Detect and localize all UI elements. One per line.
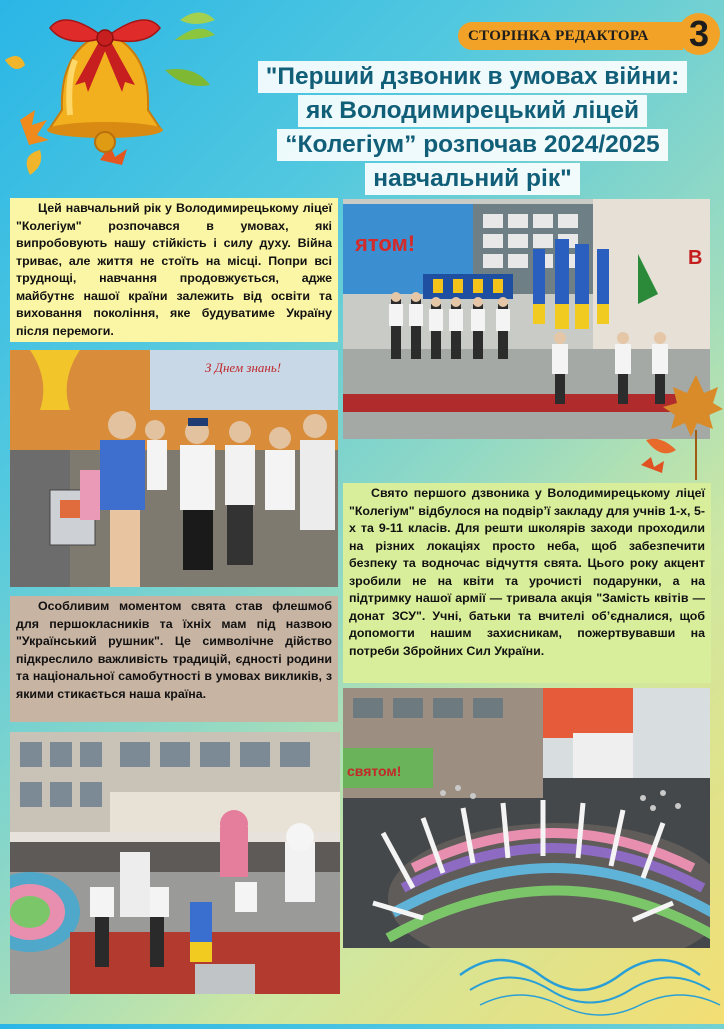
section-tag <box>458 13 720 55</box>
title-line-1: "Перший дзвоник в умовах війни: <box>258 61 688 93</box>
ceremony-side-letter: В <box>688 247 703 269</box>
flashmob-paragraph: Особливим моментом свята став флешмоб для першокласників та їхніх мам під назвою "Український рушник". Це символічне дійство підкреслило важливість традицій, єдності родини та національної самобутності в умовах викликів, з якими стикається наша країна. <box>10 596 338 722</box>
article-title <box>225 60 720 196</box>
leaf-decoration <box>636 370 724 490</box>
ceremony-banner-text: ятом! <box>355 231 416 256</box>
donation-photo <box>10 350 338 587</box>
page-number: 3 <box>688 13 710 54</box>
title-line-2: як Володимирецький ліцей <box>298 95 647 127</box>
flashmob-aerial-photo <box>343 688 710 948</box>
bell-decoration <box>0 0 230 195</box>
title-line-3: “Колегіум” розпочав 2024/2025 <box>277 129 667 161</box>
title-line-4: навчальний рік" <box>365 163 579 195</box>
celebration-paragraph: Свято першого дзвоника у Володимирецькому ліцеї "Колегіум" відбулося на подвір’ї закладу для учнів 1-х, 5-х та 9-11 класів. Для решти школярів заходи проходили на різних локаціях просто неба, щоб забезпечити безпеку та водночас відчуття свята. Цього року акцент зробили не на квіти та урочисті подарунки, а на підтримку нашої армії — тривала акція "Замість квітів — донат ЗСУ". Учні, батьки та вчителі об’єдналися, щоб допомогти нашим захисникам, пожертвувавши на потреби Збройних Сил України. <box>343 483 711 683</box>
section-label-pill <box>458 22 683 50</box>
wave-decoration <box>440 930 724 1024</box>
aerial-banner-text: святом! <box>347 763 402 779</box>
maple-leaf-icon <box>636 370 724 490</box>
parade-photo <box>10 732 340 994</box>
section-label: СТОРІНКА РЕДАКТОРА <box>468 27 649 44</box>
page-number-badge <box>678 13 720 55</box>
intro-paragraph: Цей навчальний рік у Володимирецькому ліцеї "Колегіум" розпочався в умовах, які випробовують нашу стійкість і силу духу. Війна триває, але життя не стоїть на місці. Попри всі труднощі, навчання продовжується, адже майбутнє нашої країни залежить від освіти та виховання покоління, яке будуватиме Україну після перемоги. <box>10 198 338 342</box>
bell-icon <box>0 0 230 195</box>
donation-banner-text: З Днем знань! <box>205 360 282 375</box>
